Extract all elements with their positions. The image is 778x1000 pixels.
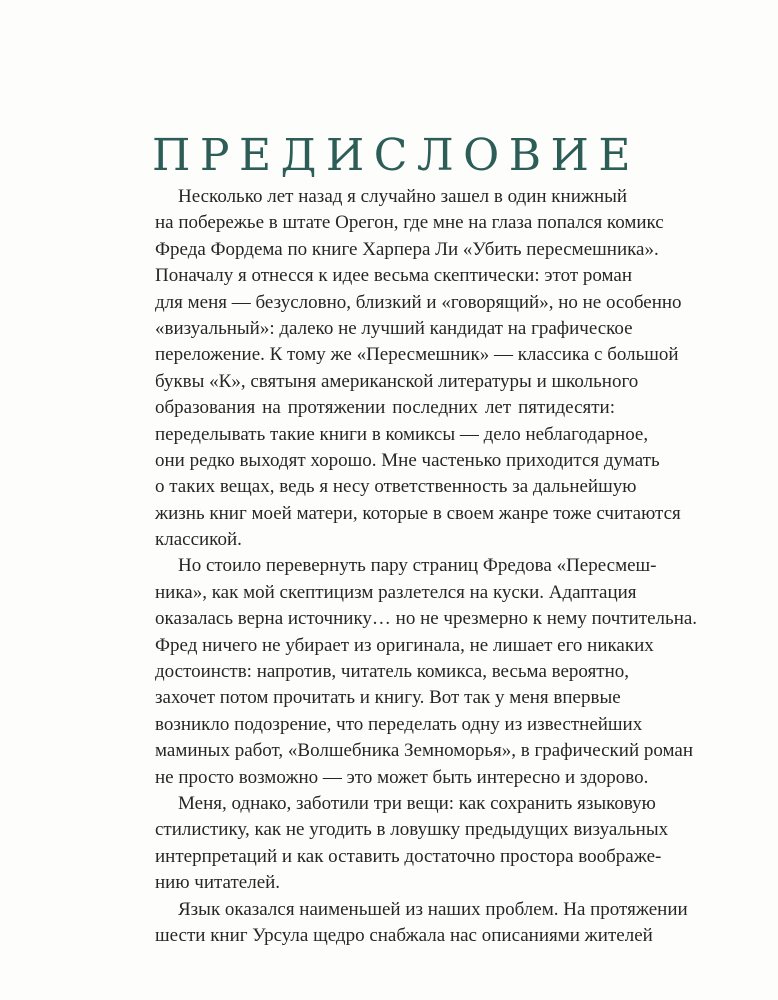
text-line: интерпретаций и как оставить достаточно простора воображе- (155, 845, 662, 867)
paragraph-1 (155, 184, 682, 553)
text-line: классикой. (155, 529, 242, 551)
text-line: о таких вещах, ведь я несу ответственность за дальнейшую (155, 476, 637, 498)
text-line: Поначалу я отнесся к идее весьма скептически: этот роман (155, 265, 633, 287)
text-line: переделывать такие книги в комиксы — дело неблагодарное, (155, 423, 649, 445)
text-line: возникло подозрение, что переделать одну из известнейших (155, 713, 643, 735)
text-line: Язык оказался наименьшей из наших проблем. На протяжении (178, 898, 688, 920)
text-line: они редко выходят хорошо. Мне частенько приходится думать (155, 449, 660, 471)
text-line: образования на протяжении последних лет пятидесяти: (155, 397, 615, 419)
text-line: жизнь книг моей матери, которые в своем жанре тоже считаются (155, 502, 681, 524)
text-line: буквы «К», святыня американской литературы и школьного (155, 370, 639, 392)
paragraph-4 (155, 897, 688, 950)
paragraph-2 (155, 553, 698, 791)
text-line: не просто возможно — это может быть интересно и здорово. (155, 766, 649, 788)
text-line: Фреда Фордема по книге Харпера Ли «Убить пересмешника». (155, 238, 659, 260)
chapter-title: ПРЕДИСЛОВИЕ (152, 130, 641, 181)
text-line: Меня, однако, заботили три вещи: как сохранить языковую (178, 792, 656, 814)
text-line: захочет потом прочитать и книгу. Вот так у меня впервые (155, 687, 621, 709)
text-line: стилистику, как не угодить в ловушку предыдущих визуальных (155, 819, 669, 841)
text-line: «визуальный»: далеко не лучший кандидат на графическое (155, 317, 633, 339)
text-line: достоинств: напротив, читатель комикса, весьма вероятно, (155, 661, 630, 683)
text-line: маминых работ, «Волшебника Земноморья», в графический роман (155, 740, 694, 762)
text-line: Несколько лет назад я случайно зашел в один книжный (178, 186, 628, 207)
text-line: шести книг Урсула щедро снабжала нас описаниями жителей (155, 924, 653, 946)
paragraph-3 (155, 791, 669, 897)
text-line: переложение. К тому же «Пересмешник» — классика с большой (155, 344, 679, 366)
text-line: Фред ничего не убирает из оригинала, не лишает его никаких (155, 634, 654, 656)
text-line: ника», как мой скептицизм разлетелся на куски. Адаптация (155, 581, 637, 603)
text-line: оказалась верна источнику… но не чрезмерно к нему почтительна. (155, 608, 698, 630)
text-line: Но стоило перевернуть пару страниц Фредова «Пересмеш- (178, 555, 657, 577)
text-line: на побережье в штате Орегон, где мне на глаза попался комикс (155, 212, 664, 234)
text-line: для меня — безусловно, близкий и «говорящий», но не особенно (155, 291, 682, 313)
text-line: нию читателей. (155, 872, 281, 894)
body-text (155, 184, 698, 949)
